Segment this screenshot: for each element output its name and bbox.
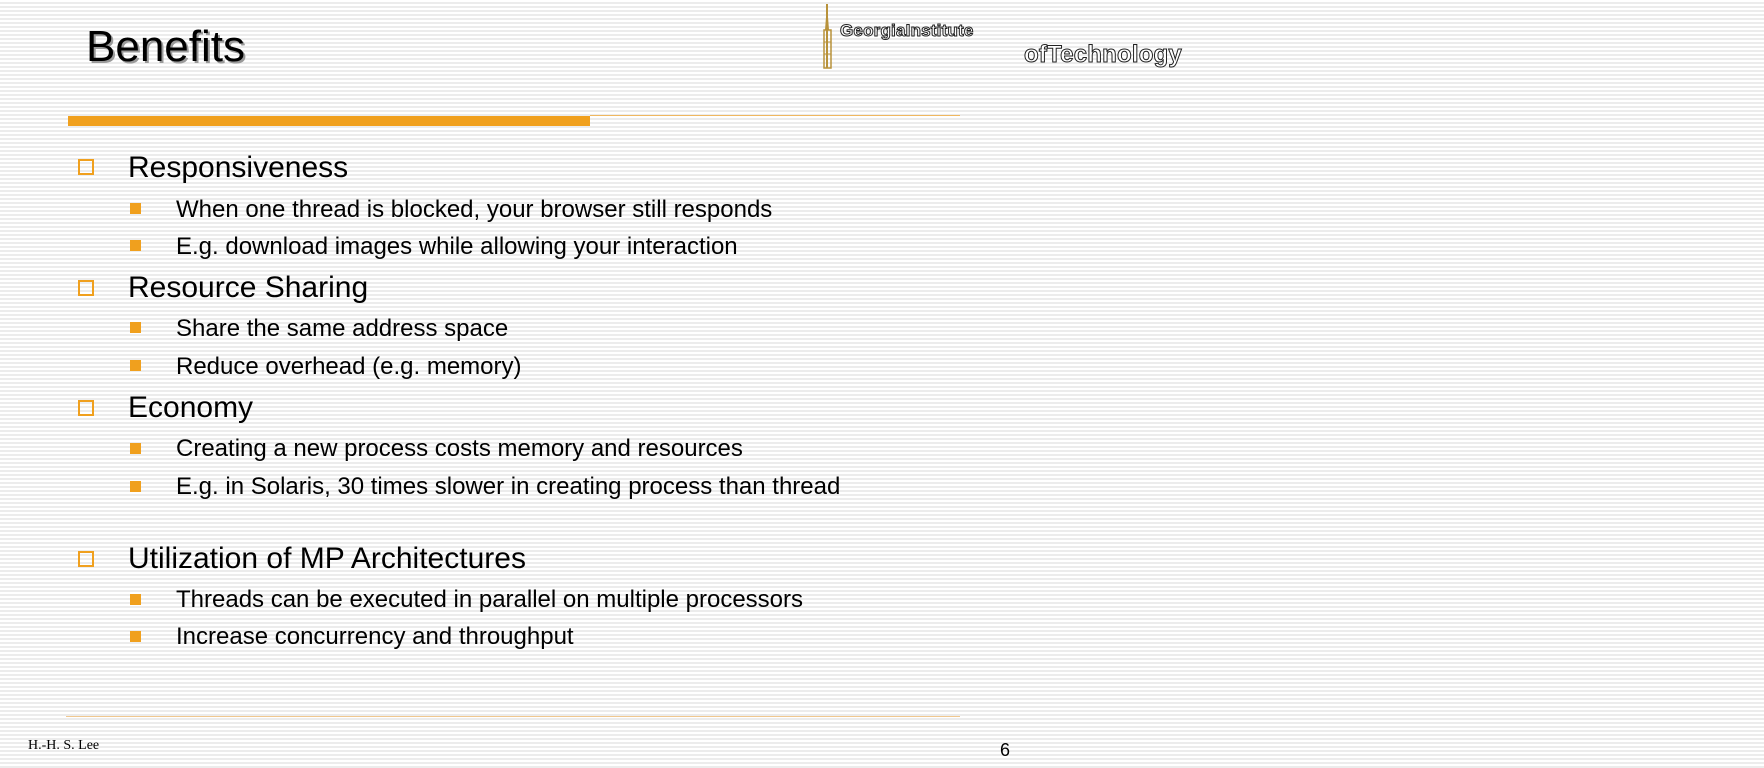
bullet-economy: Economy [128, 391, 254, 424]
bullet-mp-architectures: Utilization of MP Architectures [128, 542, 526, 575]
square-bullet-icon [130, 322, 141, 333]
hollow-square-bullet-icon [78, 280, 94, 296]
square-bullet-icon [130, 594, 141, 605]
sub-bullet: Threads can be executed in parallel on multiple processors [176, 586, 804, 613]
hollow-square-bullet-icon [78, 159, 94, 175]
sub-bullet: Reduce overhead (e.g. memory) [176, 353, 522, 380]
square-bullet-icon [130, 360, 141, 371]
sub-bullet: E.g. download images while allowing your interaction [176, 233, 738, 260]
sub-bullet: When one thread is blocked, your browser still responds [176, 196, 773, 223]
square-bullet-icon [130, 481, 141, 492]
logo-wordmark: GeorgiaInstitute ofTechnology [840, 21, 1182, 68]
hollow-square-bullet-icon [78, 400, 94, 416]
square-bullet-icon [130, 203, 141, 214]
bullet-responsiveness: Responsiveness [128, 151, 349, 184]
footer-author: H.-H. S. Lee [28, 738, 100, 753]
sub-bullet: E.g. in Solaris, 30 times slower in creating process than thread [176, 473, 841, 500]
sub-bullet: Share the same address space [176, 315, 509, 342]
sub-bullet: Increase concurrency and throughput [176, 623, 574, 650]
footer-rule [66, 716, 960, 717]
square-bullet-icon [130, 631, 141, 642]
bullet-resource-sharing: Resource Sharing [128, 271, 369, 304]
square-bullet-icon [130, 240, 141, 251]
page-number: 6 [1000, 740, 1011, 760]
sub-bullet: Creating a new process costs memory and resources [176, 435, 743, 462]
hollow-square-bullet-icon [78, 551, 94, 567]
slide-title: Benefits [86, 22, 245, 71]
square-bullet-icon [130, 443, 141, 454]
